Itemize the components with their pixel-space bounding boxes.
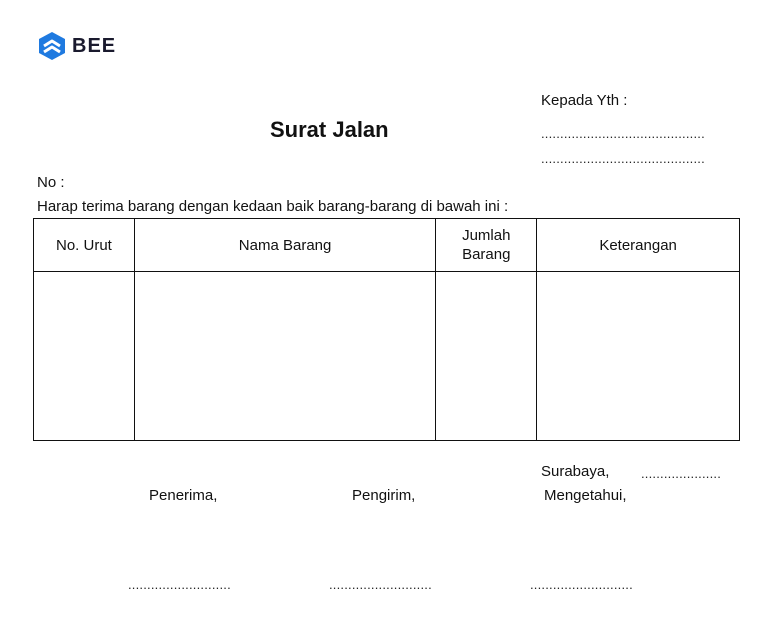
header-jumlah-barang [436, 219, 537, 272]
header-no-urut: No. Urut [34, 219, 135, 272]
bee-hexagon-icon [38, 31, 66, 61]
city-label: Surabaya, [541, 463, 610, 480]
recipient-label: Kepada Yth : [541, 92, 628, 109]
table-row [34, 272, 740, 441]
signature-line-pengirim: ........................... [329, 577, 432, 592]
instruction-text: Harap terima barang dengan kedaan baik barang-barang di bawah ini : [37, 198, 509, 215]
signature-label-pengirim: Pengirim, [352, 487, 416, 504]
recipient-line-2: ........................................... [541, 151, 705, 166]
document-title: Surat Jalan [270, 117, 389, 142]
header-jumlah-line2: Barang [462, 246, 511, 263]
cell-no-urut [34, 272, 135, 441]
items-table [33, 218, 740, 441]
date-line: ..................... [641, 466, 722, 481]
document-number-label: No : [37, 174, 65, 191]
signature-label-penerima: Penerima, [149, 487, 218, 504]
brand-name: BEE [72, 34, 117, 57]
cell-jumlah-barang [436, 272, 537, 441]
header-jumlah-line1: Jumlah [462, 227, 511, 244]
signature-line-penerima: ........................... [128, 577, 231, 592]
signature-line-mengetahui: ........................... [530, 577, 633, 592]
header-keterangan: Keterangan [537, 219, 740, 272]
cell-keterangan [537, 272, 740, 441]
recipient-line-1: ........................................... [541, 126, 705, 141]
header-nama-barang: Nama Barang [134, 219, 435, 272]
cell-nama-barang [134, 272, 435, 441]
signature-label-mengetahui: Mengetahui, [544, 487, 627, 504]
table-header-row [34, 219, 740, 272]
brand-logo [38, 31, 116, 61]
